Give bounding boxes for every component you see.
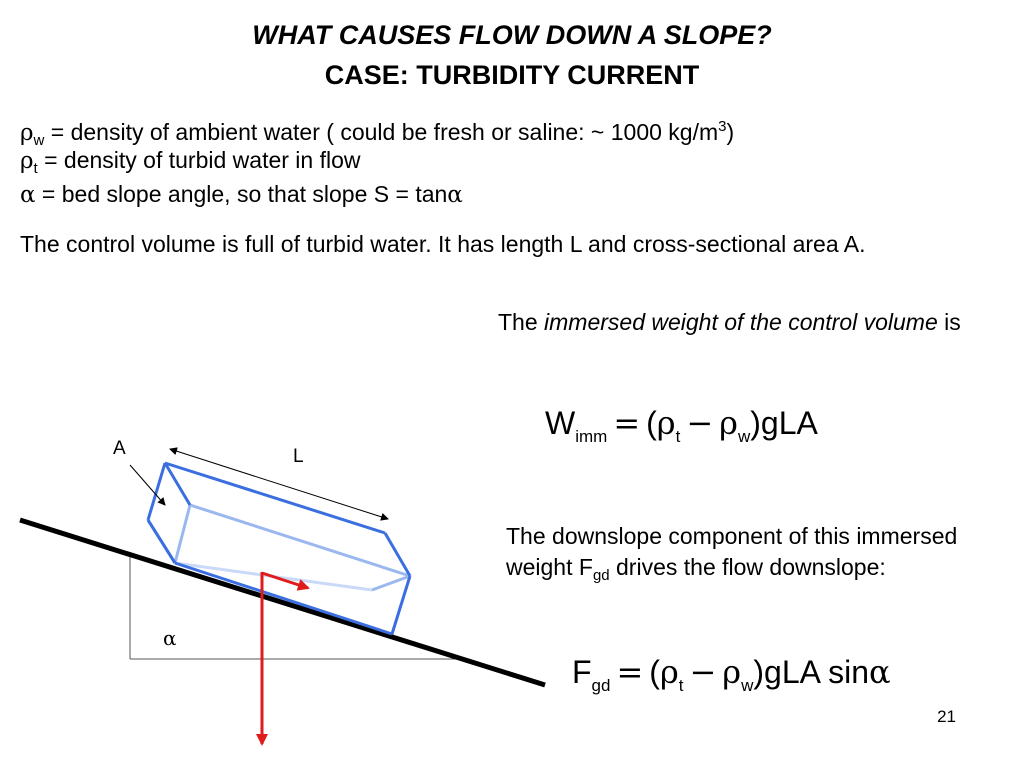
control-volume-box bbox=[148, 463, 410, 634]
rho-w-equals: = bbox=[44, 119, 71, 145]
downslope-text1: The downslope component of this immersed weight F bbox=[506, 523, 958, 580]
label-length: L bbox=[293, 446, 304, 467]
eq-f-symbol: F bbox=[572, 654, 592, 690]
rho-symbol: ρ bbox=[20, 120, 34, 146]
eq-w-rho: ρ bbox=[656, 404, 676, 442]
eq-f-equals: = bbox=[616, 653, 644, 691]
eq-f-alpha: α bbox=[869, 653, 891, 691]
rho-w-superscript: 3 bbox=[718, 118, 727, 135]
alpha-symbol: α bbox=[20, 182, 36, 208]
eq-w-subscript: imm bbox=[575, 427, 608, 446]
label-area: A bbox=[113, 438, 126, 459]
eq-f-rho-w-sub: w bbox=[741, 676, 754, 695]
immersed-post: is bbox=[937, 309, 961, 335]
alpha-symbol: α bbox=[447, 182, 463, 208]
rho-t-subscript: t bbox=[33, 160, 38, 177]
rho-symbol: ρ bbox=[20, 148, 34, 174]
slide-subtitle: CASE: TURBIDITY CURRENT bbox=[324, 60, 700, 90]
downslope-text2: drives the flow downslope: bbox=[609, 554, 886, 580]
eq-f-rho: ρ bbox=[722, 653, 742, 691]
eq-f-minus: − bbox=[689, 653, 717, 691]
eq-w-equals: = bbox=[613, 404, 641, 442]
eq-w-symbol: W bbox=[545, 405, 576, 441]
label-alpha-angle: α bbox=[163, 626, 177, 650]
immersed-emphasis: immersed weight of the control volume bbox=[544, 309, 938, 335]
immersed-pre: The bbox=[498, 309, 545, 335]
eq-f-rho-t-sub: t bbox=[678, 676, 684, 695]
eq-w-rest: )gLA bbox=[750, 405, 818, 441]
eq-f-rho: ρ bbox=[659, 653, 679, 691]
page-number: 21 bbox=[937, 707, 956, 726]
control-volume-text: The control volume is full of turbid water. It has length L and cross-sectional area A. bbox=[20, 231, 866, 257]
slide-title: WHAT CAUSES FLOW DOWN A SLOPE? bbox=[252, 20, 772, 50]
eq-w-rho-t-sub: t bbox=[675, 427, 681, 446]
rho-w-text: density of ambient water ( could be fresh or saline: ~ 1000 kg/m bbox=[70, 119, 719, 145]
slope-bed-line bbox=[20, 520, 545, 685]
eq-f-lparen: ( bbox=[649, 654, 660, 690]
rho-t-text: = density of turbid water in flow bbox=[37, 147, 361, 173]
eq-w-rho: ρ bbox=[719, 404, 738, 442]
alpha-text: = bed slope angle, so that slope S = tan bbox=[35, 181, 448, 207]
eq-w-minus: − bbox=[686, 404, 714, 442]
eq-f-subscript: gd bbox=[591, 676, 611, 695]
eq-w-lparen: ( bbox=[646, 405, 657, 441]
eq-f-rest: )gLA sin bbox=[753, 654, 870, 690]
rho-w-subscript: w bbox=[33, 132, 45, 149]
eq-w-rho-w-sub: w bbox=[737, 427, 751, 446]
rho-w-end: ) bbox=[726, 119, 735, 145]
downslope-subscript: gd bbox=[592, 567, 610, 584]
